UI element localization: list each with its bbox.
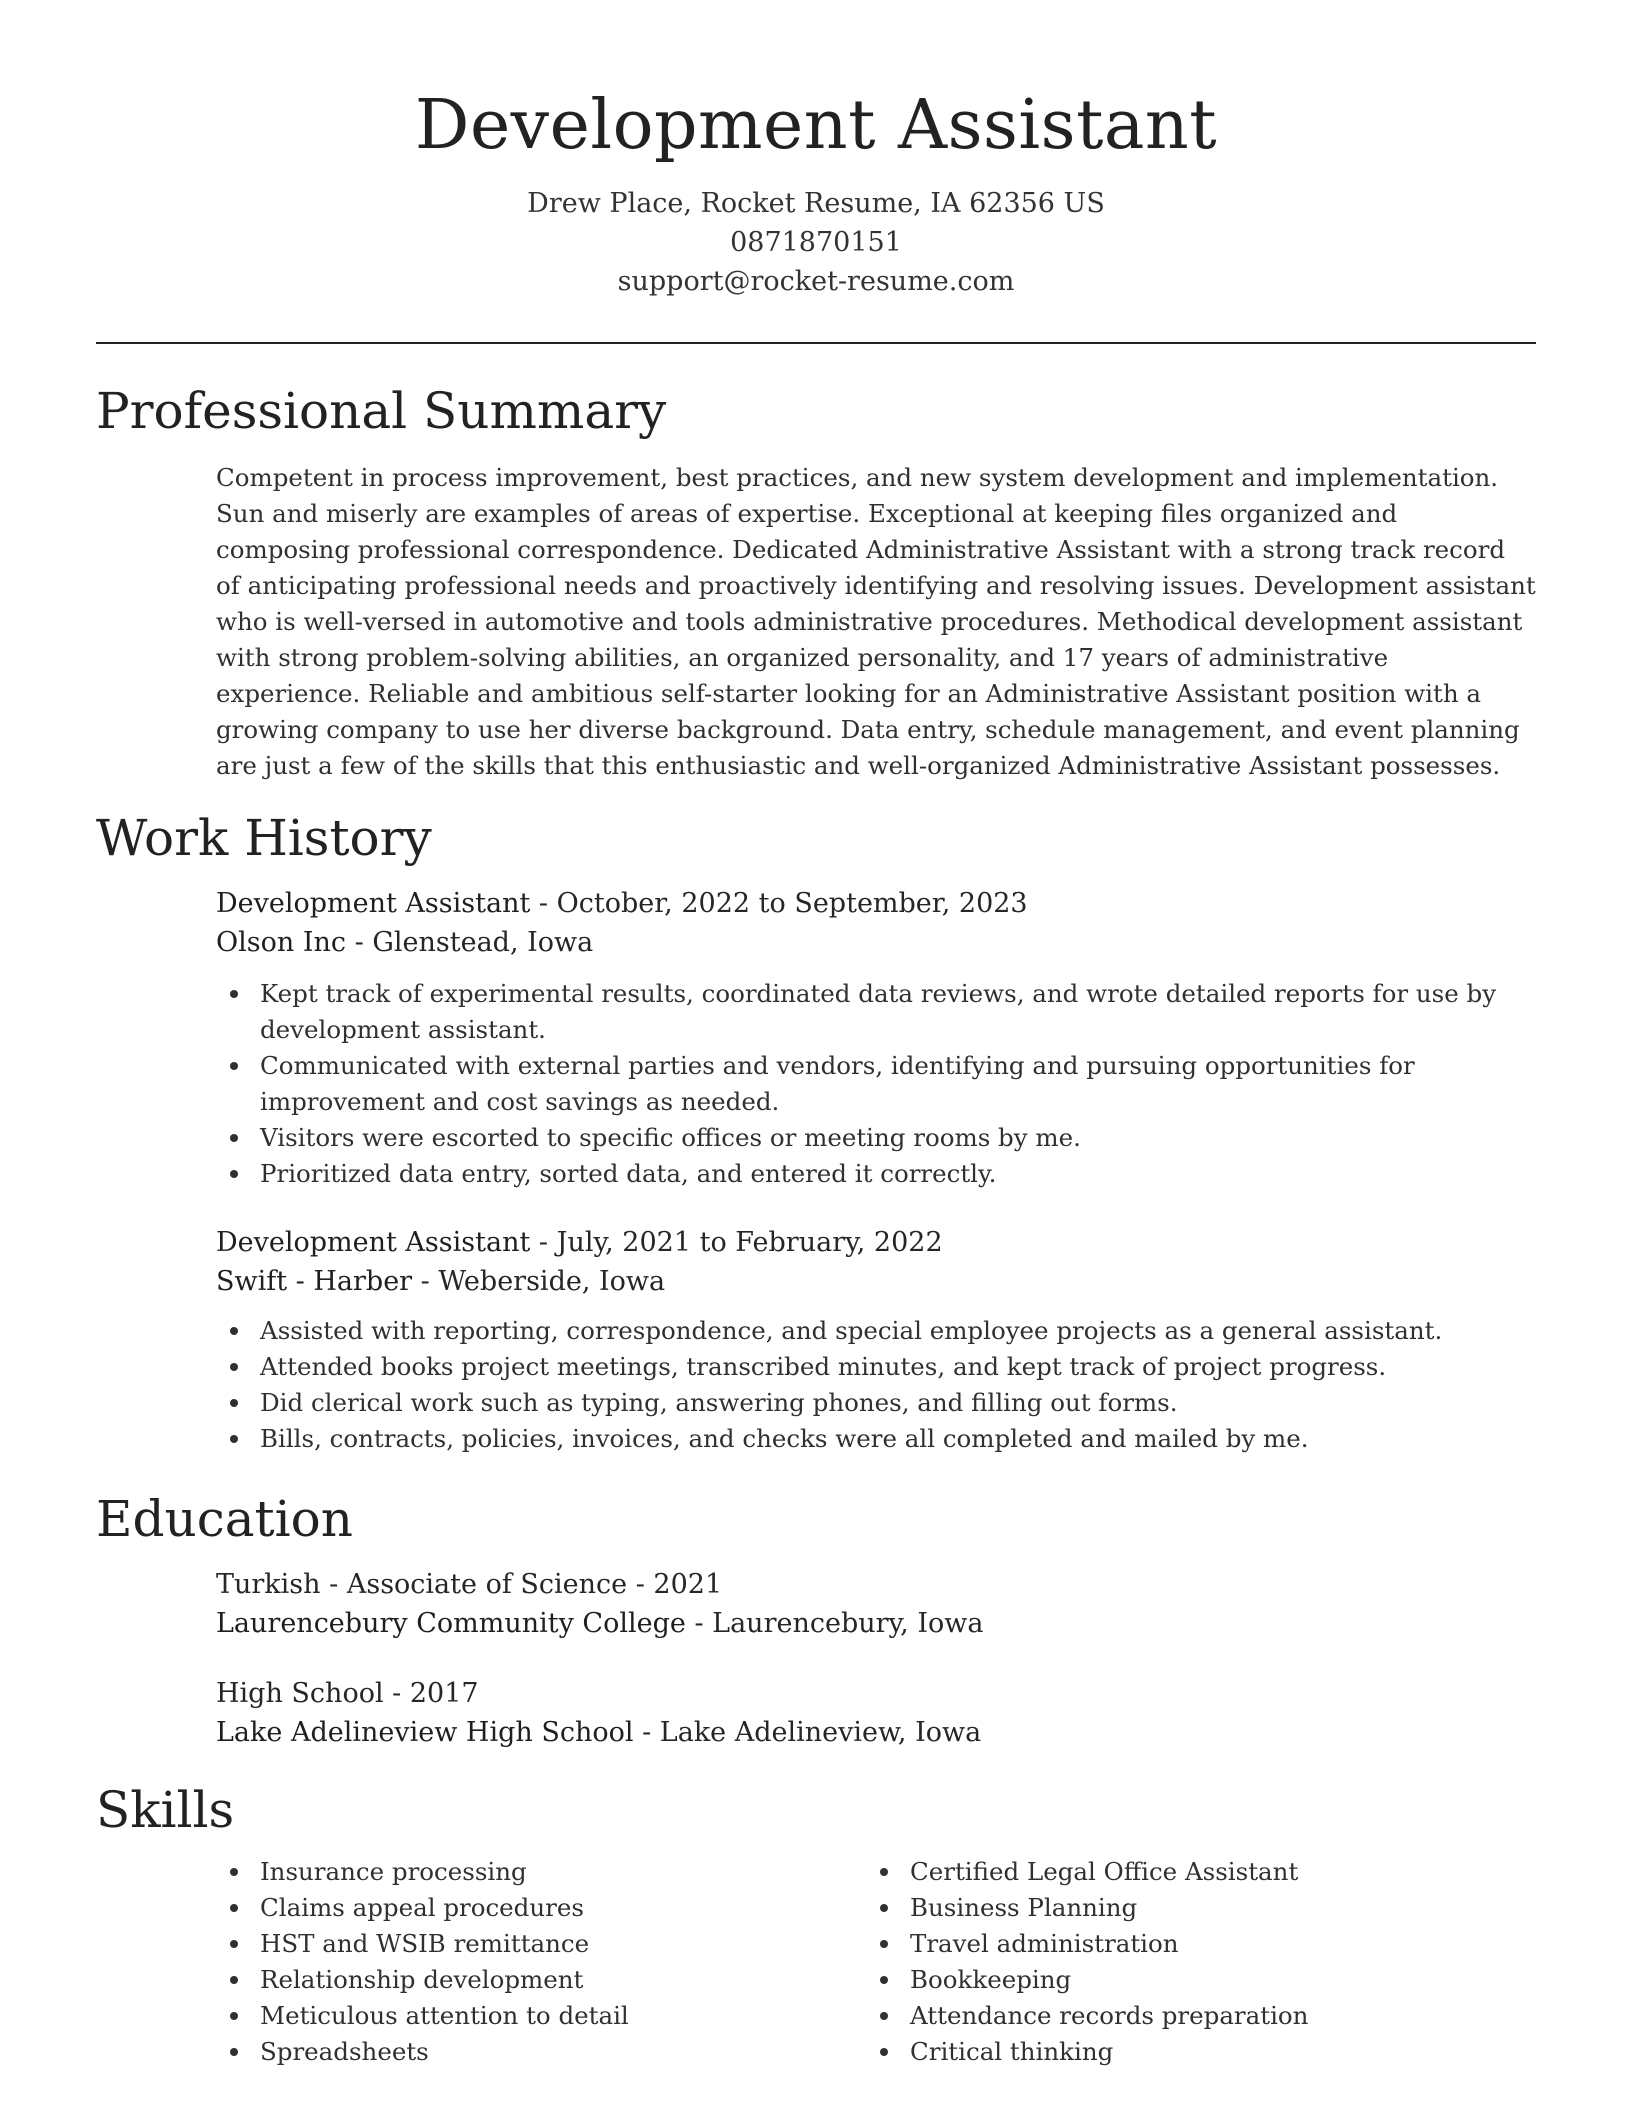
- skill-item: Meticulous attention to detail: [216, 1998, 856, 2034]
- job-title: Development Assistant: [216, 1227, 531, 1258]
- contact-email: support@rocket-resume.com: [617, 266, 1015, 297]
- skill-item: Bookkeeping: [866, 1962, 1506, 1998]
- job-bullet: Communicated with external parties and vendors, identifying and pursuing opportunities for improvement and cost savings as needed.: [216, 1048, 1536, 1120]
- job-title-line: [216, 1223, 1536, 1262]
- education-school-line: [216, 1713, 1536, 1752]
- summary-block: [216, 460, 1536, 784]
- education-location: - Laurencebury, Iowa: [685, 1608, 984, 1639]
- job-bullet: Did clerical work such as typing, answering phones, and filling out forms.: [216, 1385, 1536, 1421]
- job-bullet: Visitors were escorted to specific offices or meeting rooms by me.: [216, 1120, 1536, 1156]
- contact-phone: 0871870151: [730, 227, 902, 258]
- skill-item: Insurance processing: [216, 1854, 856, 1890]
- job-bullet: Attended books project meetings, transcribed minutes, and kept track of project progress.: [216, 1349, 1536, 1385]
- skills-block: [216, 1854, 1536, 2094]
- resume-header: [0, 82, 1632, 301]
- education-entry: [216, 1674, 1536, 1752]
- job-dates: - July, 2021 to February, 2022: [530, 1227, 943, 1258]
- education-school: Lake Adelineview High School: [216, 1717, 634, 1748]
- job-dates: - October, 2022 to September, 2023: [530, 888, 1028, 919]
- skill-item: Spreadsheets: [216, 2034, 856, 2070]
- skill-item: Travel administration: [866, 1926, 1506, 1962]
- job-title-line: [216, 884, 1536, 923]
- section-title-summary: Professional Summary: [96, 382, 667, 440]
- skills-list: [216, 1854, 856, 2070]
- skill-item: Certified Legal Office Assistant: [866, 1854, 1506, 1890]
- skill-item: Relationship development: [216, 1962, 856, 1998]
- job-company: Olson Inc: [216, 927, 347, 958]
- education-entry: [216, 1565, 1536, 1643]
- education-school: Laurencebury Community College: [216, 1608, 686, 1639]
- skills-list: [866, 1854, 1506, 2070]
- job-entry: [216, 884, 1536, 1192]
- job-bullet: Assisted with reporting, correspondence, and special employee projects as a general assistant.: [216, 1313, 1536, 1349]
- skill-item: Critical thinking: [866, 2034, 1506, 2070]
- contact-address: Drew Place, Rocket Resume, IA 62356 US: [527, 188, 1105, 219]
- education-degree: High School - 2017: [216, 1678, 479, 1709]
- header-divider: [96, 342, 1536, 344]
- skill-item: Business Planning: [866, 1890, 1506, 1926]
- job-location: - Weberside, Iowa: [412, 1266, 666, 1297]
- job-company-line: [216, 1262, 1536, 1301]
- skill-item: HST and WSIB remittance: [216, 1926, 856, 1962]
- education-school-line: [216, 1604, 1536, 1643]
- section-title-work-history: Work History: [96, 809, 432, 867]
- job-company-line: [216, 923, 1536, 962]
- education-location: - Lake Adelineview, Iowa: [633, 1717, 982, 1748]
- job-entry: [216, 1223, 1536, 1457]
- job-bullets: [216, 1313, 1536, 1457]
- job-location: - Glenstead, Iowa: [346, 927, 594, 958]
- summary-text: Competent in process improvement, best practices, and new system development and implementation. Sun and miserly are examples of areas of expertise. Exceptional at keeping files organized and composing professional correspondence. Dedicated Administrative Assistant with a strong track record of anticipating professional needs and proactively identifying and resolving issues. Development assistant who is well-versed in automotive and tools administrative procedures. Methodical development assistant with strong problem-solving abilities, an organized personality, and 17 years of administrative experience. Reliable and ambitious self-starter looking for an Administrative Assistant position with a growing company to use her diverse background. Data entry, schedule management, and event planning are just a few of the skills that this enthusiastic and well-organized Administrative Assistant possesses.: [216, 463, 1536, 780]
- resume-name: Development Assistant: [414, 86, 1218, 165]
- skills-column-left: [216, 1854, 856, 2070]
- skills-column-right: [866, 1854, 1506, 2070]
- contact-info: [0, 184, 1632, 301]
- job-company: Swift - Harber: [216, 1266, 413, 1297]
- job-bullet: Bills, contracts, policies, invoices, and checks were all completed and mailed by me.: [216, 1421, 1536, 1457]
- section-title-education: Education: [96, 1490, 353, 1548]
- education-degree: Turkish - Associate of Science - 2021: [216, 1569, 723, 1600]
- job-bullets: [216, 976, 1536, 1192]
- skill-item: Claims appeal procedures: [216, 1890, 856, 1926]
- job-bullet: Kept track of experimental results, coordinated data reviews, and wrote detailed reports for use by development assistant.: [216, 976, 1536, 1048]
- section-title-skills: Skills: [96, 1781, 235, 1839]
- job-bullet: Prioritized data entry, sorted data, and entered it correctly.: [216, 1156, 1536, 1192]
- job-title: Development Assistant: [216, 888, 531, 919]
- skill-item: Attendance records preparation: [866, 1998, 1506, 2034]
